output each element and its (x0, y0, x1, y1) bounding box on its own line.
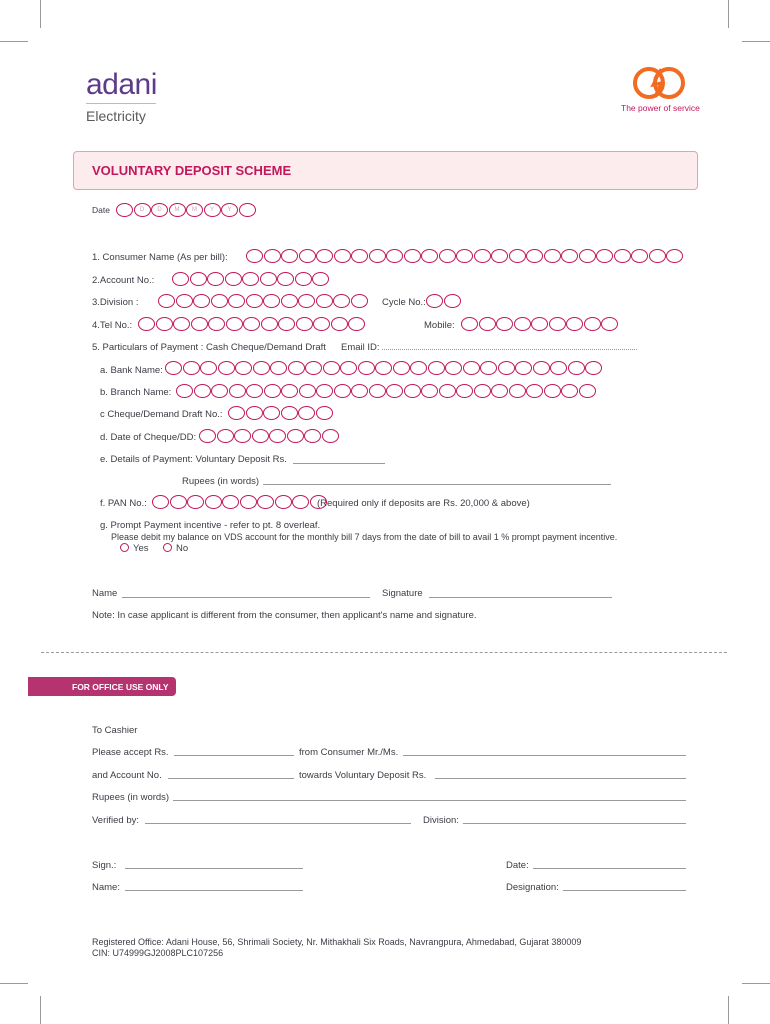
incentive-text: Please debit my balance on VDS account for the monthly bill 7 days from the date of bill to avail 1 % prompt payment incentive. (111, 532, 618, 542)
bank-name-boxes[interactable] (165, 361, 603, 375)
name-label: Name (92, 588, 118, 599)
office-use-title: FOR OFFICE USE ONLY (72, 682, 169, 692)
page-title: VOLUNTARY DEPOSIT SCHEME (92, 163, 292, 178)
crop-mark (742, 41, 770, 42)
signature-label: Signature (382, 588, 423, 599)
cycle-no-label: Cycle No.: (382, 297, 426, 308)
adani-logo (86, 70, 157, 124)
office-account-label: and Account No. (92, 770, 162, 781)
consumer-line[interactable] (403, 755, 686, 756)
office-name-label: Name: (92, 882, 120, 893)
logo-divider (86, 103, 156, 104)
rupees-words-line[interactable] (263, 484, 611, 485)
date-label: Date (92, 205, 110, 215)
rupees-words-label: Rupees (in words) (182, 476, 260, 487)
pan-note: (Required only if deposits are Rs. 20,000 & above) (317, 498, 530, 509)
office-rupees-line[interactable] (173, 800, 686, 801)
no-radio[interactable] (163, 543, 172, 552)
yes-radio[interactable] (120, 543, 129, 552)
no-option[interactable] (163, 543, 188, 554)
deposit-amount-line[interactable] (293, 463, 385, 464)
to-cashier: To Cashier (92, 725, 138, 736)
cheque-no-boxes[interactable] (228, 406, 333, 420)
cheque-date-boxes[interactable] (199, 429, 339, 443)
logo-word: adani (86, 68, 157, 101)
signature-line[interactable] (429, 597, 612, 598)
towards-label: towards Voluntary Deposit Rs. (299, 770, 427, 781)
designation-line[interactable] (563, 890, 686, 891)
no-label: No (176, 543, 189, 554)
please-accept-label: Please accept Rs. (92, 747, 169, 758)
division-boxes[interactable] (158, 294, 368, 308)
pan-no-label: f. PAN No.: (100, 498, 147, 509)
crop-mark (40, 996, 41, 1024)
designation-label: Designation: (506, 882, 559, 893)
verified-by-label: Verified by: (92, 815, 139, 826)
accept-amount-line[interactable] (174, 755, 294, 756)
tel-no-boxes[interactable] (138, 317, 366, 331)
office-account-line[interactable] (168, 778, 294, 779)
applicant-note: Note: In case applicant is different from the consumer, then applicant's name and signature. (92, 610, 477, 621)
branch-name-boxes[interactable] (176, 384, 596, 398)
towards-line[interactable] (435, 778, 686, 779)
logo-sub: Electricity (86, 108, 146, 124)
account-no-boxes[interactable] (172, 272, 330, 286)
office-name-line[interactable] (125, 890, 303, 891)
crop-mark (40, 0, 41, 28)
date-boxes[interactable]: D D M M Y Y (116, 203, 256, 217)
consumer-name-boxes[interactable] (246, 249, 684, 263)
details-label: e. Details of Payment: Voluntary Deposit Rs. (100, 454, 287, 465)
registered-office: Registered Office: Adani House, 56, Shrimali Society, Nr. Mithakhali Six Roads, Navrangpura, Ahmedabad, Gujarat 380009 (92, 937, 582, 947)
verified-by-line[interactable] (145, 823, 411, 824)
cin-number: CIN: U74999GJ2008PLC107256 (92, 948, 224, 958)
office-division-line[interactable] (463, 823, 686, 824)
mobile-label: Mobile: (424, 320, 455, 331)
sign-line[interactable] (125, 868, 303, 869)
email-line[interactable] (382, 349, 637, 350)
division-label: 3.Division : (92, 297, 139, 308)
bank-name-label: a. Bank Name: (100, 365, 163, 376)
payment-label: 5. Particulars of Payment : Cash Cheque/Demand Draft (92, 342, 326, 353)
tel-no-label: 4.Tel No.: (92, 320, 133, 331)
pan-no-boxes[interactable] (152, 495, 327, 509)
email-label: Email ID: (341, 342, 380, 353)
office-division-label: Division: (423, 815, 459, 826)
crop-mark (742, 983, 770, 984)
yes-label: Yes (133, 543, 149, 554)
crop-mark (0, 983, 28, 984)
branch-name-label: b. Branch Name: (100, 387, 172, 398)
office-rupees-label: Rupees (in words) (92, 792, 170, 803)
tagline: The power of service (621, 103, 700, 113)
crop-mark (728, 0, 729, 28)
cheque-date-label: d. Date of Cheque/DD: (100, 432, 197, 443)
mobile-boxes[interactable] (461, 317, 619, 331)
consumer-name-label: 1. Consumer Name (As per bill): (92, 252, 228, 263)
brand-mark-icon (631, 63, 687, 108)
from-consumer-label: from Consumer Mr./Ms. (299, 747, 399, 758)
cheque-no-label: c Cheque/Demand Draft No.: (100, 409, 223, 420)
yes-option[interactable] (120, 543, 149, 554)
crop-mark (728, 996, 729, 1024)
office-date-label: Date: (506, 860, 529, 871)
account-no-label: 2.Account No.: (92, 275, 155, 286)
cycle-no-boxes[interactable] (426, 294, 461, 308)
office-date-line[interactable] (533, 868, 686, 869)
incentive-label: g. Prompt Payment incentive - refer to pt. 8 overleaf. (100, 520, 321, 531)
sign-label: Sign.: (92, 860, 117, 871)
cut-line (41, 652, 727, 653)
name-line[interactable] (122, 597, 370, 598)
crop-mark (0, 41, 28, 42)
